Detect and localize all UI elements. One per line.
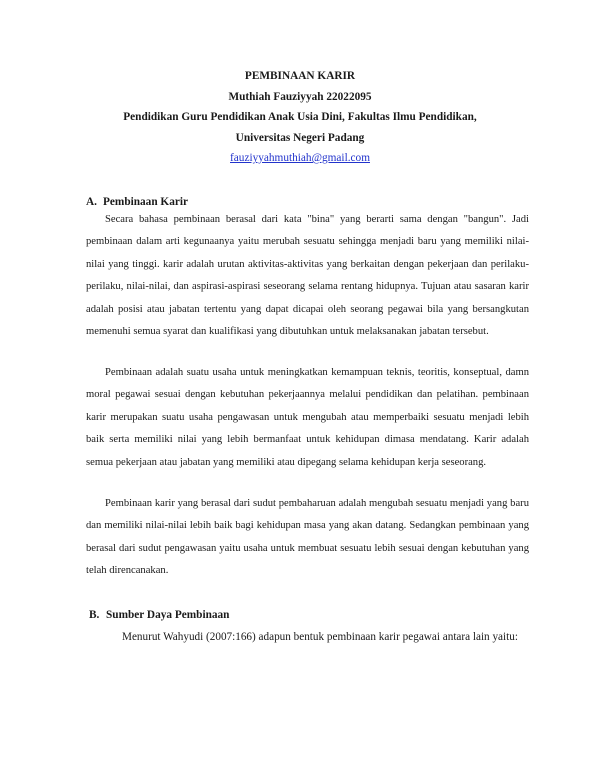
section-b-heading [89,608,229,622]
paragraph-text: Pembinaan karir yang berasal dari sudut pembaharuan adalah mengubah sesuatu menjadi yang baru dan memiliki nilai-nilai lebih baik bagi kehidupan masa yang akan datang. Sedangkan pembinaan yang berasal dari sudut pengawasan yaitu usaha untuk membuat sesuatu lebih sesuai dengan kebutuhan yang telah direncanakan. [86,498,529,577]
paragraph-text: Secara bahasa pembinaan berasal dari kata "bina" yang berarti sama dengan "bangun". Jadi pembinaan dalam arti kegunaanya yaitu merubah sesuatu sehingga menjadi baru yang memiliki nilai-nilai yang tinggi. karir adalah urutan aktivitas-aktivitas yang berkaitan dengan pekerjaan dan perilaku-perilaku, nilai-nilai, dan aspirasi-aspirasi seseorang selama rentang hidupnya. Tujuan atau sasaran karir adalah posisi atau jabatan tertentu yang dapat dicapai oleh seorang pegawai bila yang bersangkutan memenuhi semua syarat dan kualifikasi yang dibutuhkan untuk melaksanakan jabatan tersebut. [86,214,529,338]
section-b-number: B. [89,609,100,621]
paragraph-text: Menurut Wahyudi (2007:166) adapun bentuk pembinaan karir pegawai antara lain yaitu: [122,631,518,643]
section-a-paragraph-1 [86,209,529,343]
section-b-title: Sumber Daya Pembinaan [106,609,230,621]
affiliation-line-1: Pendidikan Guru Pendidikan Anak Usia Dini, Fakultas Ilmu Pendidikan, [123,111,477,123]
section-a-heading [86,195,188,209]
paragraph-text: Pembinaan adalah suatu usaha untuk meningkatkan kemampuan teknis, teoritis, konseptual, damn moral pegawai sesuai dengan kebutuhan pekerjaannya melalui pendidikan dan pelatihan. pembinaan karir merupakan suatu usaha pengawasan untuk mengubah atau memperbaiki sesuatu menjadi lebih baik serta memiliki nilai yang lebih bermanfaat untuk kehidupan dimasa mendatang. Karir adalah semua pekerjaan atau jabatan yang memiliki atau dipegang selama kehidupan kerja seseorang. [86,367,529,468]
document-title: PEMBINAAN KARIR [244,70,356,82]
email-link[interactable]: fauziyyahmuthiah@gmail.com [230,152,370,164]
section-a-number: A. [86,196,97,208]
section-a-paragraph-3 [86,493,529,583]
document-header [0,66,600,169]
affiliation-line-2: Universitas Negeri Padang [235,131,365,144]
section-a-paragraph-2 [86,362,529,474]
author-line: Muthiah Fauziyyah 22022095 [228,90,372,103]
section-b-paragraph [107,624,527,650]
section-a-title: Pembinaan Karir [103,196,189,208]
